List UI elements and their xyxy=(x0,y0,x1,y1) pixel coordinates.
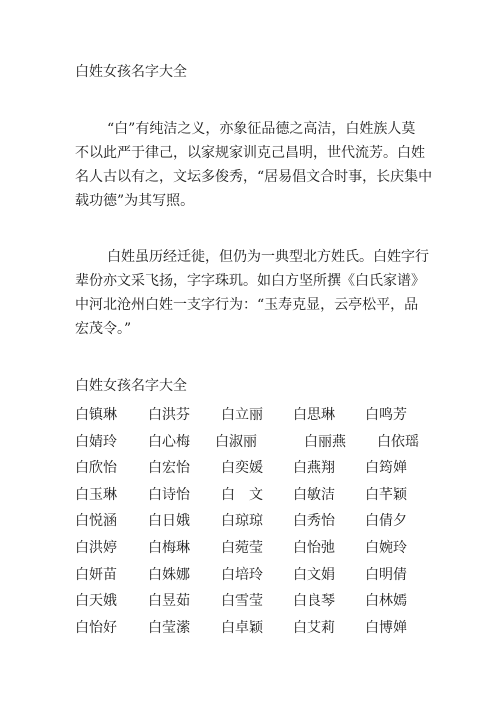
paragraph-line: 不以此严于律己，以家规家训克己昌明，世代流芳。白姓 xyxy=(75,145,425,161)
name-item: 白立丽 xyxy=(221,407,263,423)
name-item: 白菀莹 xyxy=(221,539,263,556)
name-item: 白秀怡 xyxy=(293,513,335,530)
name-item: 白文娟 xyxy=(293,566,335,583)
name-item: 白日娥 xyxy=(148,513,190,530)
name-item: 白明倩 xyxy=(365,566,407,583)
name-item: 白诗怡 xyxy=(148,486,190,503)
name-item: 白琼琼 xyxy=(221,513,263,530)
name-item: 白筠婵 xyxy=(365,460,407,477)
names-row xyxy=(75,588,435,615)
name-item: 白欣怡 xyxy=(75,460,117,477)
name-item: 白卓颖 xyxy=(221,619,263,636)
name-item: 白洪芬 xyxy=(148,407,190,423)
name-item: 白婉玲 xyxy=(365,539,407,556)
name-item: 白艾莉 xyxy=(293,619,335,636)
name-item: 白洪婷 xyxy=(75,539,117,556)
name-item: 白思琳 xyxy=(293,407,335,423)
name-item: 白镇琳 xyxy=(75,407,117,423)
name-item: 白博婵 xyxy=(365,619,407,636)
paragraph-line: 名人古以有之，文坛多俊秀，“居易倡文合时事，长庆集中 xyxy=(75,169,433,185)
paragraph-history xyxy=(75,245,430,341)
names-row xyxy=(75,402,435,429)
name-item: 白怡弛 xyxy=(293,539,335,556)
paragraph-line: 中河北沧州白姓一支字行为：“玉寿克显，云亭松平，品 xyxy=(75,297,419,313)
name-item: 白妍苗 xyxy=(75,566,117,583)
name-item: 白宏怡 xyxy=(148,460,190,477)
names-list-title: 白姓女孩名字大全 xyxy=(75,378,187,394)
names-row xyxy=(75,615,435,642)
names-row xyxy=(75,562,435,589)
name-item: 白 文 xyxy=(221,486,263,503)
names-row xyxy=(75,455,435,482)
name-item: 白雪莹 xyxy=(221,593,263,610)
names-row xyxy=(75,429,435,456)
name-item: 白昱茹 xyxy=(148,593,190,610)
name-item: 白依瑶 xyxy=(377,433,419,450)
name-item: 白悦涵 xyxy=(75,513,117,530)
paragraph-line: 白姓虽历经迁徙，但仍为一典型北方姓氏。白姓字行 xyxy=(107,249,429,265)
names-row xyxy=(75,508,435,535)
name-item: 白玉琳 xyxy=(75,486,117,503)
name-item: 白梅琳 xyxy=(148,539,190,556)
paragraph-line: “白”有纯洁之义，亦象征品德之高洁，白姓族人莫 xyxy=(107,121,416,137)
name-item: 白淑丽 xyxy=(215,433,257,450)
names-row xyxy=(75,482,435,509)
name-item: 白婧玲 xyxy=(75,433,117,450)
name-item: 白姝娜 xyxy=(148,566,190,583)
name-item: 白心梅 xyxy=(148,433,190,450)
names-list xyxy=(75,402,435,641)
paragraph-intro xyxy=(75,117,433,213)
name-item: 白林嫣 xyxy=(365,593,407,610)
name-item: 白倩夕 xyxy=(365,513,407,530)
name-item: 白莹潆 xyxy=(148,619,190,636)
name-item: 白怡好 xyxy=(75,619,117,636)
name-item: 白培玲 xyxy=(221,566,263,583)
name-item: 白芊颖 xyxy=(365,486,407,503)
paragraph-line: 宏茂令。” xyxy=(75,321,132,337)
paragraph-line: 辈份亦文采飞扬，字字珠玑。如白方坚所撰《白氏家谱》 xyxy=(75,273,425,289)
name-item: 白燕翔 xyxy=(293,460,335,477)
name-item: 白奕媛 xyxy=(221,460,263,477)
name-item: 白天娥 xyxy=(75,593,117,610)
name-item: 白鸣芳 xyxy=(365,407,407,423)
name-item: 白敏洁 xyxy=(293,486,335,503)
name-item: 白丽燕 xyxy=(304,433,346,450)
paragraph-line: 载功德”为其写照。 xyxy=(75,193,195,209)
name-item: 白良琴 xyxy=(293,593,335,610)
names-row xyxy=(75,535,435,562)
document-title: 白姓女孩名字大全 xyxy=(75,64,187,80)
